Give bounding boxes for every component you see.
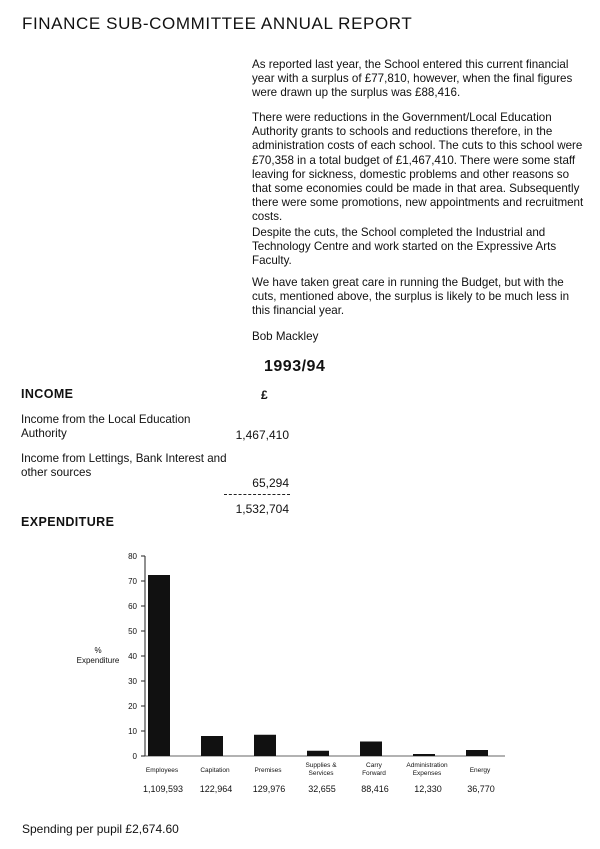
y-tick-label: 70 [128, 577, 137, 586]
bar [466, 750, 488, 756]
bar [148, 575, 170, 756]
category-label: Energy [469, 767, 491, 774]
paragraph-budget: We have taken great care in running the Budget, but with the cuts, mentioned above, the surplus is likely to be much less in this financial year. [252, 276, 570, 318]
y-tick-label: 40 [128, 652, 137, 661]
bar [254, 735, 276, 756]
lea-income-value: 1,467,410 [235, 428, 289, 442]
income-total: 1,532,704 [235, 502, 289, 516]
category-label: Administration [406, 762, 448, 769]
y-axis-label: Expenditure [76, 656, 120, 665]
amount-label: 129,976 [252, 784, 286, 794]
total-divider [224, 494, 290, 495]
bar [360, 742, 382, 757]
y-tick-label: 60 [128, 602, 137, 611]
income-heading: INCOME [21, 387, 74, 401]
category-label: Employees [145, 767, 179, 774]
paragraph-reductions: There were reductions in the Government/Local Education Authority grants to schools and reductions therefore, in the administration costs of each school. The cuts to this school were £70,358 in a total budget of £1,467,410. There were some staff leaving for sickness, domestic problems and other reasons so that some economies could be made in that area. Subsequently there were some promotions, new appointments and recruitment costs. [252, 111, 584, 224]
y-axis-label: % [94, 646, 102, 655]
y-tick-label: 50 [128, 627, 137, 636]
paragraph-surplus: As reported last year, the School entered this current financial year with a surplus of £77,810, however, when the final figures were drawn up the surplus was £88,416. [252, 58, 573, 100]
category-label: Supplies & [305, 762, 337, 769]
paragraph-cuts: Despite the cuts, the School completed the Industrial and Technology Centre and work started on the Expressive Arts Faculty. [252, 226, 557, 268]
amount-label: 122,964 [199, 784, 233, 794]
bar [307, 751, 329, 756]
amount-label: 88,416 [361, 784, 389, 794]
lea-income-label: Income from the Local Education Authority [21, 413, 191, 440]
y-tick-label: 0 [132, 752, 137, 761]
category-label: Carry [366, 762, 382, 769]
spending-per-pupil: Spending per pupil £2,674.60 [22, 822, 179, 836]
lettings-income-label: Income from Lettings, Bank Interest and other sources [21, 452, 227, 479]
currency-symbol: £ [261, 388, 268, 402]
y-tick-label: 10 [128, 727, 137, 736]
category-label: Forward [362, 770, 386, 777]
bar [201, 736, 223, 756]
y-tick-label: 80 [128, 552, 137, 561]
category-label: Expenses [412, 770, 442, 777]
amount-label: 32,655 [308, 784, 336, 794]
y-tick-label: 30 [128, 677, 137, 686]
expenditure-heading: EXPENDITURE [21, 515, 115, 529]
amount-label: 1,109,593 [142, 784, 184, 794]
amount-label: 12,330 [414, 784, 442, 794]
amount-label: 36,770 [467, 784, 495, 794]
category-label: Premises [254, 767, 282, 774]
category-label: Services [308, 770, 334, 777]
report-title: FINANCE SUB-COMMITTEE ANNUAL REPORT [22, 14, 413, 33]
bar [413, 754, 435, 756]
signature: Bob Mackley [252, 330, 319, 343]
financial-year: 1993/94 [264, 358, 326, 375]
lettings-income-value: 65,294 [252, 476, 289, 490]
expenditure-bar-chart [0, 540, 600, 805]
y-tick-label: 20 [128, 702, 137, 711]
category-label: Capitation [200, 767, 230, 774]
